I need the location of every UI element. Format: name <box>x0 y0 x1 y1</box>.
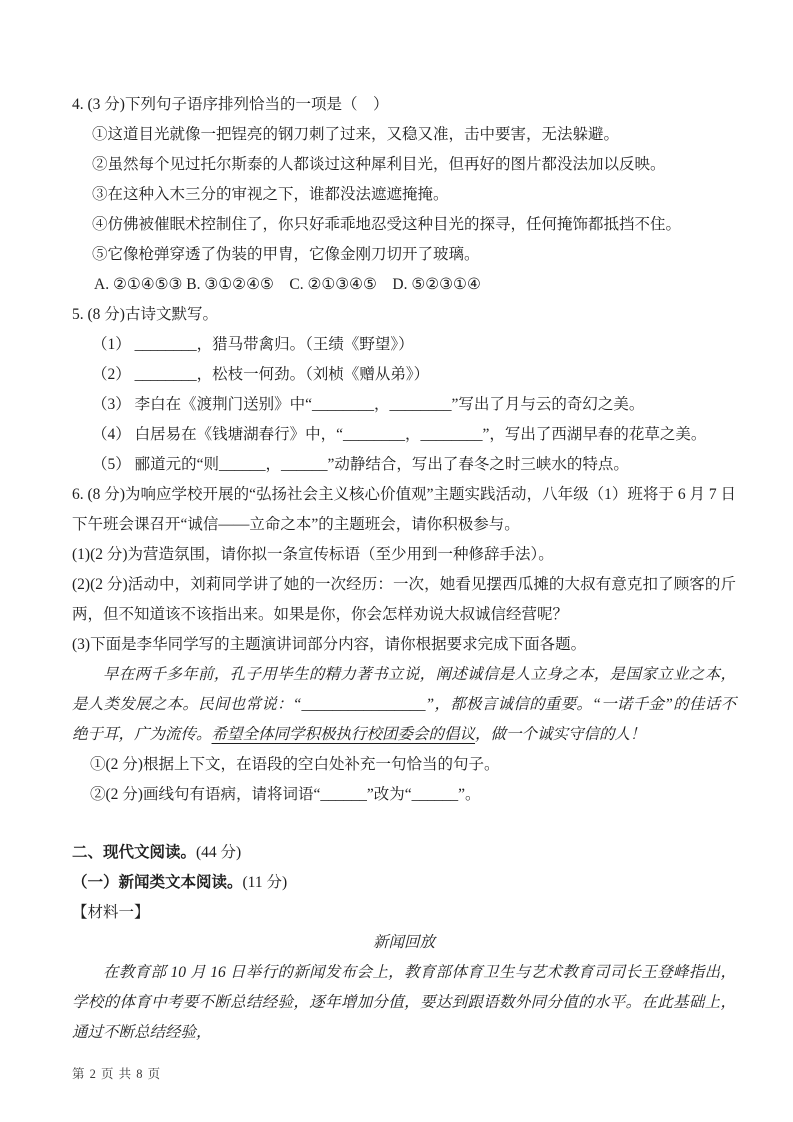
q5-item-5: （5） 郦道元的“则______，______”动静结合，写出了春冬之时三峡水的特点。 <box>92 456 629 473</box>
question-6-stem: 6. (8 分)为响应学校开展的“弘扬社会主义核心价值观”主题实践活动，八年级（1）班将于 6 月 7 日下午班会课召开“诚信——立命之本”的主题班会，请你积极参与。 <box>72 486 736 533</box>
q6-sub-1: (1)(2 分)为营造氛围，请你拟一条宣传标语（至少用到一种修辞手法）。 <box>72 546 554 563</box>
section-2-score: (44 分) <box>196 844 242 861</box>
q5-item-1: （1） ________，猎马带禽归。（王绩《野望》） <box>92 336 414 353</box>
speech-text-3: ，做一个诚实守信的人！ <box>475 726 646 743</box>
speech-underlined-clause: 希望全体同学积极执行校团委会的倡议 <box>211 726 476 743</box>
q6-3-item-1: ①(2 分)根据上下文，在语段的空白处补充一句恰当的句子。 <box>90 756 500 773</box>
material-1-title: 新闻回放 <box>372 934 435 951</box>
q4-sentence-4: ④仿佛被催眠术控制住了，你只好乖乖地忍受这种目光的探寻，任何掩饰都抵挡不住。 <box>92 216 682 233</box>
q5-item-3: （3） 李白在《渡荆门送别》中“________，________”写出了月与云的奇幻之美。 <box>92 396 645 413</box>
q5-item-2: （2） ________，松枝一何劲。（刘桢《赠从弟》） <box>92 366 430 383</box>
section-2-heading <box>72 838 736 868</box>
material-1-label: 【材料一】 <box>72 904 150 921</box>
section-2-1-heading <box>72 868 736 898</box>
section-2-1-title: （一）新闻类文本阅读。 <box>72 874 243 891</box>
q6-sub-3: (3)下面是李华同学写的主题演讲词部分内容，请你根据要求完成下面各题。 <box>72 636 587 653</box>
question-5-stem: 5. (8 分)古诗文默写。 <box>72 306 218 323</box>
q4-options: A. ②①④⑤③ B. ③①②④⑤ C. ②①③④⑤ D. ⑤②③①④ <box>94 276 481 293</box>
speech-text-2: ”，都极言诚信的重要。“一诺千金”的佳话不绝于耳，广为流传。 <box>72 696 736 743</box>
material-1-paragraph: 在教育部 10 月 16 日举行的新闻发布会上，教育部体育卫生与艺术教育司司长王登峰指出，学校的体育中考要不断总结经验，逐年增加分值，要达到跟语数外同分值的水平。在此基础上，通过不断总结经验， <box>72 964 736 1041</box>
q6-3-item-2: ②(2 分)画线句有语病，请将词语“______”改为“______”。 <box>90 786 481 803</box>
q4-sentence-5: ⑤它像枪弹穿透了伪装的甲胄，它像金刚刀切开了玻璃。 <box>92 246 480 263</box>
q4-sentence-1: ①这道目光就像一把锃亮的钢刀刺了过来，又稳又准，击中要害，无法躲避。 <box>92 126 620 143</box>
q6-sub-2: (2)(2 分)活动中，刘莉同学讲了她的一次经历：一次，她看见摆西瓜摊的大叔有意克扣了顾客的斤两，但不知道该不该指出来。如果是你，你会怎样劝说大叔诚信经营呢？ <box>72 576 736 623</box>
q4-sentence-3: ③在这种入木三分的审视之下，谁都没法遮遮掩掩。 <box>92 186 449 203</box>
page-footer: 第 2 页 共 8 页 <box>72 1067 162 1081</box>
section-gap <box>72 810 736 838</box>
question-4-stem: 4. (3 分)下列句子语序排列恰当的一项是（ ） <box>72 96 389 113</box>
q4-sentence-2: ②虽然每个见过托尔斯泰的人都谈过这种犀利目光，但再好的图片都没法加以反映。 <box>92 156 666 173</box>
section-2-title: 二、现代文阅读。 <box>72 844 197 861</box>
q5-item-4: （4） 白居易在《钱塘湖春行》中，“________，________”，写出了西湖早春的花草之美。 <box>92 426 707 443</box>
speech-paragraph <box>72 660 736 750</box>
speech-text-1: 早在两千多年前，孔子用毕生的精力著书立说，阐述诚信是人立身之本，是国家立业之本，是人类发展之本。民间也常说：“ <box>72 666 736 713</box>
page-content <box>72 90 736 1048</box>
speech-blank: ________________ <box>301 696 426 713</box>
section-2-1-score: (11 分) <box>242 874 288 891</box>
